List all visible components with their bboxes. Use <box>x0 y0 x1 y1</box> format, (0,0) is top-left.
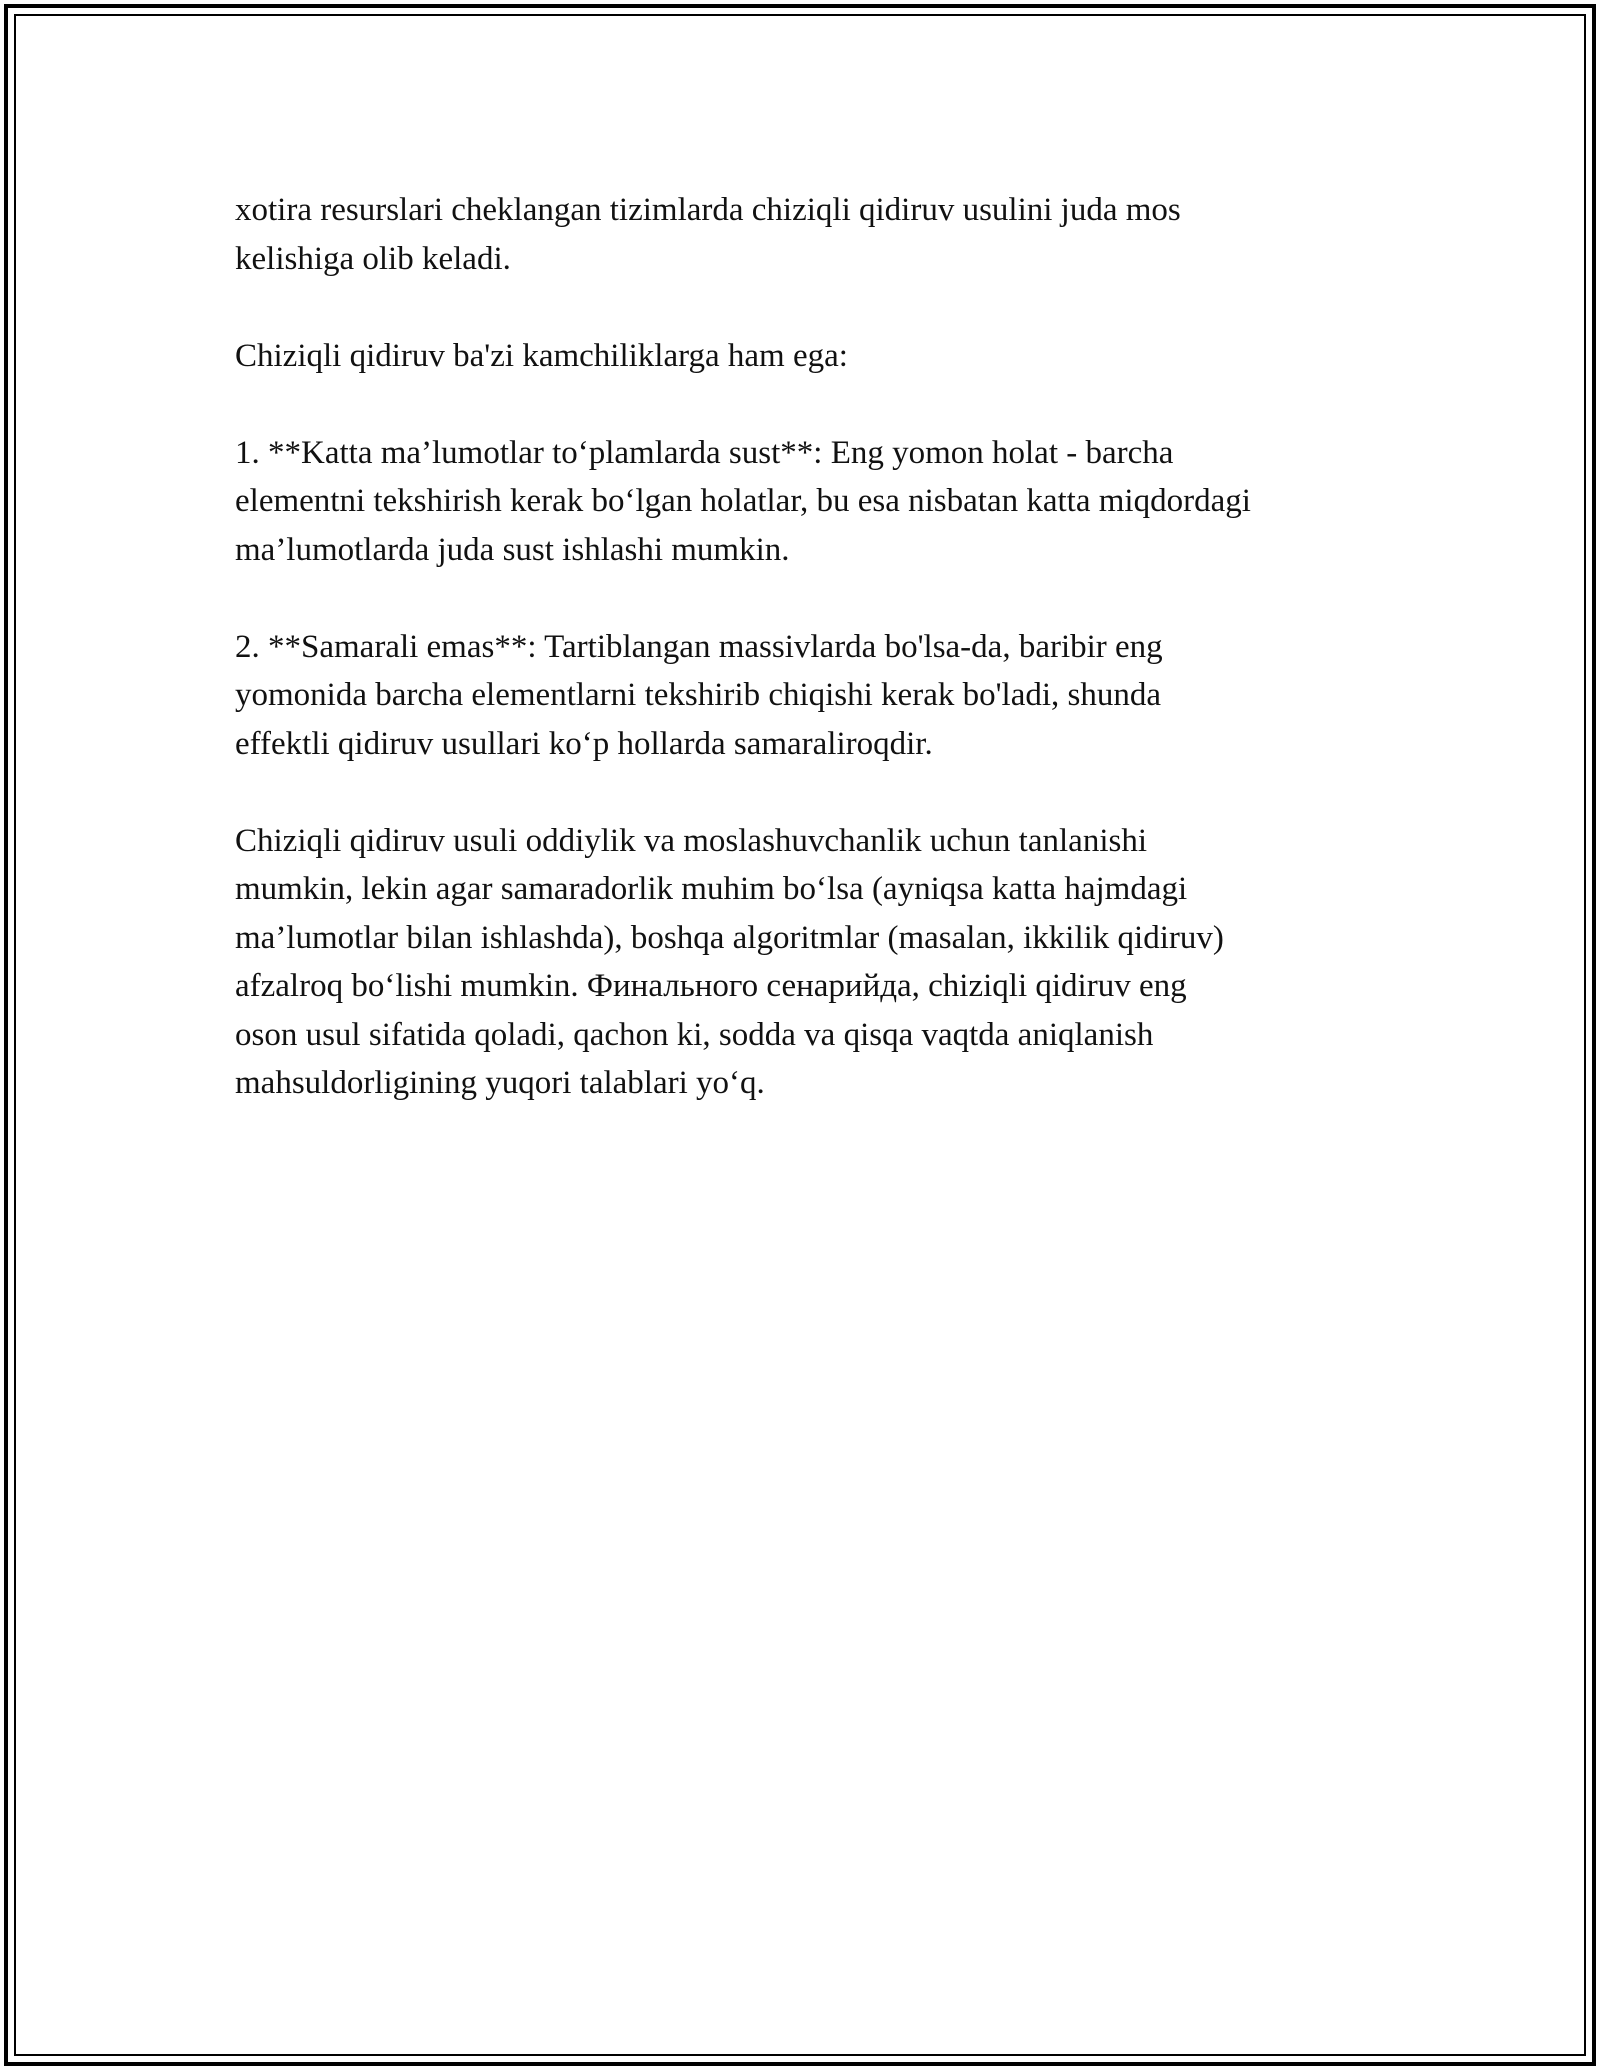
paragraph-intro-continuation: xotira resurslari cheklangan tizimlarda chiziqli qidiruv usulini juda mos kelishiga olib keladi. <box>235 192 1181 277</box>
paragraph-drawback-2: 2. **Samarali emas**: Tartiblangan massivlarda bo'lsa-da, baribir eng yomonida barcha elementlarni tekshirib chiqishi kerak bo'ladi, shunda effektli qidiruv usullari ko‘p hollarda samaraliroqdir. <box>235 628 1163 762</box>
document-body <box>235 186 1385 1156</box>
paragraph-drawbacks-heading: Chiziqli qidiruv ba'zi kamchiliklarga ham ega: <box>235 337 848 374</box>
paragraph-conclusion: Chiziqli qidiruv usuli oddiylik va moslashuvchanlik uchun tanlanishi mumkin, lekin agar samaradorlik muhim bo‘lsa (ayniqsa katta hajmdagi ma’lumotlar bilan ishlashda), boshqa algoritmlar (masalan, ikkilik qidiruv) afzalroq bo‘lishi mumkin. Финального сенарийда, chiziqli qidiruv eng oson usul sifatida qoladi, qachon ki, sodda va qisqa vaqtda aniqlanish mahsuldorligining yuqori talablari yo‘q. <box>235 822 1224 1101</box>
paragraph-drawback-1: 1. **Katta ma’lumotlar to‘plamlarda sust**: Eng yomon holat - barcha elementni tekshirish kerak bo‘lgan holatlar, bu esa nisbatan katta miqdordagi ma’lumotlarda juda sust ishlashi mumkin. <box>235 434 1251 568</box>
